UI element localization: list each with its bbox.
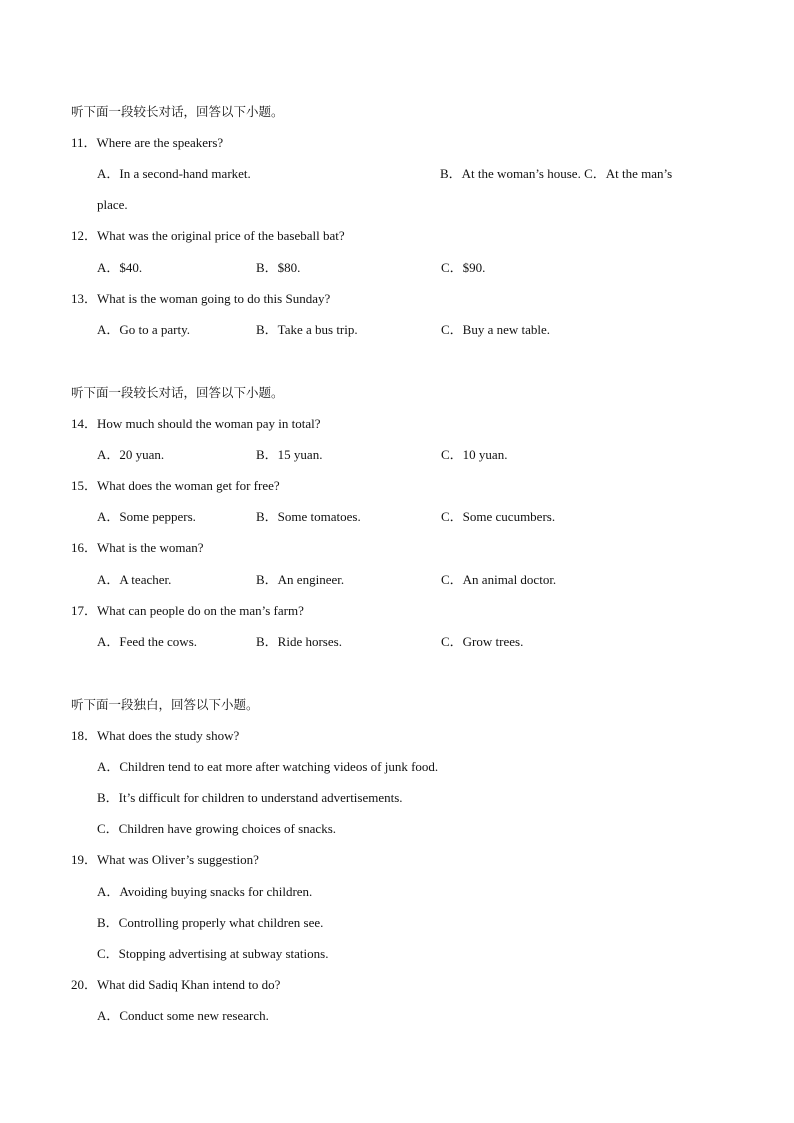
question-14-option-a: A．20 yuan.: [97, 447, 165, 462]
question-14-stem: 14．How much should the woman pay in total?: [71, 416, 321, 431]
question-12-option-b: B．$80.: [256, 260, 301, 275]
section-instruction: 听下面一段较长对话，回答以下小题。: [71, 104, 284, 119]
section-instruction: 听下面一段较长对话，回答以下小题。: [71, 385, 284, 400]
question-19-option-a: A．Avoiding buying snacks for children.: [97, 884, 313, 899]
question-13-option-b: B．Take a bus trip.: [256, 322, 358, 337]
question-11-option-a: A．In a second-hand market.: [97, 166, 251, 181]
question-17-stem: 17．What can people do on the man’s farm?: [71, 603, 304, 618]
question-13-option-c: C．Buy a new table.: [441, 322, 551, 337]
question-15-option-c: C．Some cucumbers.: [441, 509, 556, 524]
question-17-option-b: B．Ride horses.: [256, 634, 342, 649]
question-15-option-b: B．Some tomatoes.: [256, 509, 361, 524]
question-20-stem: 20．What did Sadiq Khan intend to do?: [71, 977, 281, 992]
question-13-stem: 13．What is the woman going to do this Sunday?: [71, 291, 331, 306]
question-15-option-a: A．Some peppers.: [97, 509, 196, 524]
question-16-stem: 16．What is the woman?: [71, 540, 204, 555]
question-14-option-c: C．10 yuan.: [441, 447, 508, 462]
question-18-option-b: B．It’s difficult for children to understand advertisements.: [97, 790, 403, 805]
question-12-option-a: A．$40.: [97, 260, 143, 275]
question-13-option-a: A．Go to a party.: [97, 322, 191, 337]
question-16-option-a: A．A teacher.: [97, 572, 172, 587]
question-14-option-b: B．15 yuan.: [256, 447, 323, 462]
question-19-stem: 19．What was Oliver’s suggestion?: [71, 852, 259, 867]
question-18-option-a: A．Children tend to eat more after watching videos of junk food.: [97, 759, 439, 774]
section-instruction: 听下面一段独白，回答以下小题。: [71, 697, 259, 712]
question-19-option-b: B．Controlling properly what children see.: [97, 915, 324, 930]
question-20-option-a: A．Conduct some new research.: [97, 1008, 269, 1023]
question-16-option-b: B．An engineer.: [256, 572, 345, 587]
question-17-option-c: C．Grow trees.: [441, 634, 524, 649]
question-16-option-c: C．An animal doctor.: [441, 572, 557, 587]
question-15-stem: 15．What does the woman get for free?: [71, 478, 280, 493]
question-19-option-c: C．Stopping advertising at subway stations.: [97, 946, 329, 961]
question-17-option-a: A．Feed the cows.: [97, 634, 198, 649]
question-18-stem: 18．What does the study show?: [71, 728, 240, 743]
question-11-stem: 11．Where are the speakers?: [71, 135, 224, 150]
question-11-continuation: place.: [97, 197, 128, 212]
question-18-option-c: C．Children have growing choices of snacks.: [97, 821, 337, 836]
question-11-option-bc: B．At the woman’s house. C．At the man’s: [440, 166, 673, 181]
question-12-option-c: C．$90.: [441, 260, 486, 275]
question-12-stem: 12．What was the original price of the baseball bat?: [71, 228, 345, 243]
